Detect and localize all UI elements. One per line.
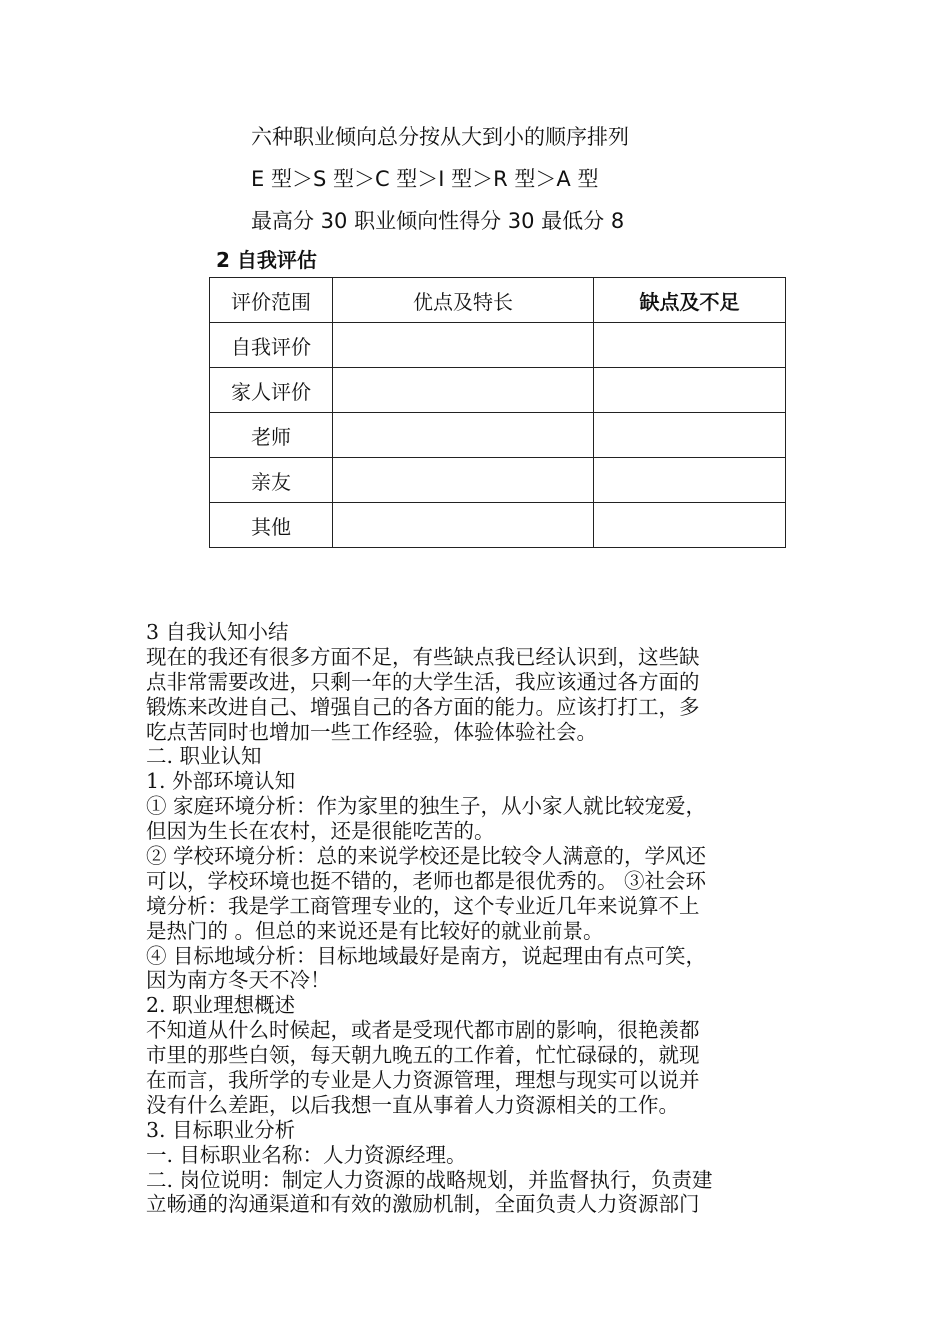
- paragraph-line: 市里的那些白领，每天朝九晚五的工作着，忙忙碌碌的，就现: [146, 1043, 700, 1068]
- cell-strengths: [333, 368, 594, 413]
- paragraph-line: 吃点苦同时也增加一些工作经验，体验体验社会。: [146, 719, 597, 744]
- paragraph-line: 但因为生长在农村，还是很能吃苦的。: [146, 819, 495, 844]
- self-assessment-table: [209, 277, 786, 548]
- paragraph-line: 现在的我还有很多方面不足，有些缺点我已经认识到，这些缺: [146, 644, 700, 669]
- section-heading-self-assessment: 2 自我评估: [216, 248, 317, 272]
- paragraph-line: ② 学校环境分析：总的来说学校还是比较令人满意的，学风还: [146, 844, 707, 869]
- paragraph-line: 在而言，我所学的专业是人力资源管理，理想与现实可以说并: [146, 1068, 700, 1093]
- row-label: 亲友: [210, 458, 333, 503]
- paragraph-line: 因为南方冬天不冷！: [146, 968, 331, 993]
- table-row: [210, 458, 786, 503]
- cell-strengths: [333, 458, 594, 503]
- cell-strengths: [333, 503, 594, 548]
- subsection-heading-career-ideal: 2. 职业理想概述: [146, 993, 296, 1018]
- header-weaknesses: 缺点及不足: [594, 278, 786, 323]
- subsection-heading-external-env: 1. 外部环境认知: [146, 769, 296, 794]
- table-row: [210, 368, 786, 413]
- paragraph-line: 锻炼来改进自己、增强自己的各方面的能力。应该打打工，多: [146, 694, 700, 719]
- paragraph-line: 点非常需要改进，只剩一年的大学生活，我应该通过各方面的: [146, 669, 700, 694]
- intro-line-ranking: 六种职业倾向总分按从大到小的顺序排列: [251, 125, 629, 149]
- subsection-heading-target-career: 3. 目标职业分析: [146, 1117, 296, 1142]
- paragraph-line: 一. 目标职业名称：人力资源经理。: [146, 1142, 467, 1167]
- paragraph-line: 没有什么差距，以后我想一直从事着人力资源相关的工作。: [146, 1092, 679, 1117]
- cell-weaknesses: [594, 368, 786, 413]
- paragraph-line: ① 家庭环境分析：作为家里的独生子，从小家人就比较宠爱，: [146, 794, 707, 819]
- cell-weaknesses: [594, 503, 786, 548]
- body-text: [146, 620, 816, 1217]
- cell-strengths: [333, 323, 594, 368]
- cell-weaknesses: [594, 323, 786, 368]
- row-label: 其他: [210, 503, 333, 548]
- row-label: 家人评价: [210, 368, 333, 413]
- header-strengths: 优点及特长: [333, 278, 594, 323]
- cell-weaknesses: [594, 413, 786, 458]
- intro-line-type-order: E 型＞S 型＞C 型＞I 型＞R 型＞A 型: [251, 167, 599, 191]
- row-label: 自我评价: [210, 323, 333, 368]
- table-row: [210, 323, 786, 368]
- table-row: [210, 503, 786, 548]
- section-heading-career-cognition: 二. 职业认知: [146, 744, 262, 769]
- paragraph-line: 境分析：我是学工商管理专业的，这个专业近几年来说算不上: [146, 893, 700, 918]
- cell-weaknesses: [594, 458, 786, 503]
- paragraph-line: 立畅通的沟通渠道和有效的激励机制，全面负责人力资源部门: [146, 1192, 700, 1217]
- intro-line-scores: 最高分 30 职业倾向性得分 30 最低分 8: [251, 209, 625, 233]
- paragraph-line: 二. 岗位说明：制定人力资源的战略规划，并监督执行，负责建: [146, 1167, 713, 1192]
- table-row: [210, 413, 786, 458]
- paragraph-line: 不知道从什么时候起，或者是受现代都市剧的影响，很艳羡都: [146, 1018, 700, 1043]
- subsection-heading-summary: 3 自我认知小结: [146, 620, 289, 644]
- paragraph-line: ④ 目标地域分析：目标地域最好是南方，说起理由有点可笑，: [146, 943, 707, 968]
- cell-strengths: [333, 413, 594, 458]
- paragraph-line: 可以，学校环境也挺不错的，老师也都是很优秀的。 ③社会环: [146, 868, 707, 893]
- header-scope: 评价范围: [210, 278, 333, 323]
- table-header-row: [210, 278, 786, 323]
- row-label: 老师: [210, 413, 333, 458]
- paragraph-line: 是热门的 。但总的来说还是有比较好的就业前景。: [146, 918, 604, 943]
